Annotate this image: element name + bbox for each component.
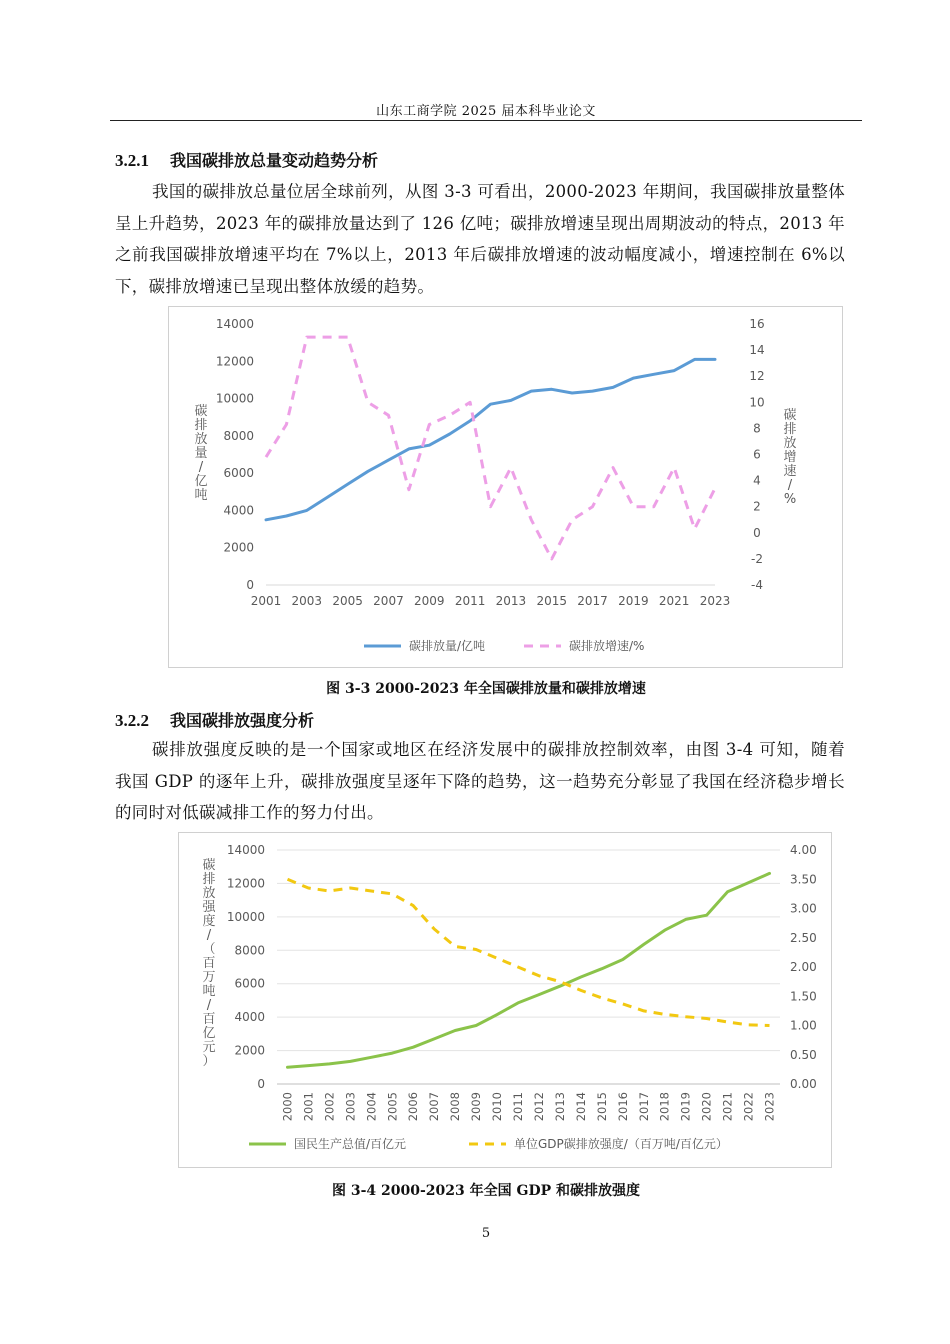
y-right-tick-label: 2.00 (790, 960, 817, 974)
x-tick-label: 2022 (741, 1092, 756, 1122)
x-tick-label: 2000 (280, 1092, 295, 1122)
x-tick-label: 2019 (618, 594, 649, 608)
series-emission-line (266, 359, 715, 519)
y-right-tick-label: 12 (749, 369, 765, 384)
y-right-tick-label: 6 (753, 447, 761, 462)
y-left-axis-title (202, 857, 216, 1069)
section-paragraph-3-2-2: 碳排放强度反映的是一个国家或地区在经济发展中的碳排放控制效率，由图 3-4 可知，随着我国 GDP 的逐年上升，碳排放强度呈逐年下降的趋势，这一趋势充分彰显了我国在经济稳步增长的同时对低碳减排工作的努力付出。 (115, 740, 845, 822)
x-tick-label: 2019 (678, 1092, 693, 1122)
section-title: 我国碳排放总量变动趋势分析 (170, 151, 379, 170)
x-tick-label: 2011 (454, 594, 486, 608)
y-left-axis-title-char: 亿 (194, 474, 208, 489)
y-left-tick-label: 14000 (226, 843, 265, 857)
x-tick-label: 2010 (490, 1092, 505, 1122)
y-left-tick-label: 14000 (215, 317, 254, 331)
y-right-tick-label: 8 (753, 421, 761, 436)
section-number: 3.2.1 (115, 151, 149, 170)
y-left-axis-title-char: 百 (202, 1012, 216, 1027)
y-right-tick-label: 2 (753, 499, 761, 514)
y-right-axis-title-char: % (783, 492, 797, 507)
y-right-tick-label: 0.50 (790, 1047, 817, 1062)
y-left-axis-title-char: / (206, 998, 212, 1013)
x-tick-label: 2014 (573, 1092, 588, 1122)
x-tick-label: 2015 (536, 594, 568, 608)
y-left-axis-title-char: 碳 (202, 858, 216, 873)
y-left-tick-label: 4000 (234, 1010, 265, 1025)
emission-chart (169, 307, 842, 667)
y-right-tick-label: 0.00 (790, 1077, 817, 1091)
section-paragraph-3-2-1: 我国的碳排放总量位居全球前列，从图 3-3 可看出，2000-2023 年期间，我国碳排放量整体呈上升趋势，2023 年的碳排放量达到了 126 亿吨；碳排放增速呈现出周期波动的特点，2013 年之前我国碳排放增速平均在 7%以上，2013 年后碳排放增速的波动幅度减小，增速控制在 6%以下，碳排放增速已呈现出整体放缓的趋势。 (115, 182, 845, 296)
y-right-tick-label: 2.50 (790, 930, 817, 945)
x-tick-label: 2008 (448, 1092, 463, 1122)
y-left-tick-label: 2000 (234, 1043, 265, 1058)
y-left-axis-title (194, 403, 207, 503)
y-left-tick-label: 8000 (223, 428, 254, 443)
y-left-axis-title-char: 吨 (194, 488, 208, 503)
legend-gdp-label: 国民生产总值/百亿元 (294, 1137, 407, 1151)
section-title: 我国碳排放强度分析 (170, 711, 315, 730)
y-right-axis-title-char: 碳 (783, 408, 797, 423)
x-tick-label: 2013 (495, 594, 527, 608)
y-right-axis-title-char: 放 (783, 436, 797, 451)
x-tick-label: 2002 (322, 1092, 337, 1122)
section-heading-3-2-1 (115, 148, 378, 171)
section-heading-3-2-2 (115, 708, 314, 731)
y-left-tick-label: 0 (246, 578, 254, 592)
y-left-axis-title-char: 万 (202, 970, 216, 985)
x-tick-label: 2006 (406, 1092, 421, 1122)
legend-intensity-label: 单位GDP碳排放强度/（百万吨/百亿元） (514, 1137, 728, 1151)
y-right-axis-title-char: 排 (783, 422, 797, 437)
x-tick-label: 2012 (531, 1092, 546, 1122)
x-tick-label: 2009 (413, 594, 445, 608)
y-left-axis-title-char: 排 (194, 418, 208, 433)
y-left-axis-title-char: 亿 (202, 1026, 216, 1041)
section-number: 3.2.2 (115, 711, 149, 730)
y-right-axis-title-char: 增 (783, 450, 797, 465)
y-left-tick-label: 10000 (226, 909, 265, 924)
x-tick-label: 2005 (385, 1092, 400, 1122)
header-rule (110, 120, 862, 121)
x-tick-label: 2001 (301, 1092, 316, 1122)
y-left-axis-title-char: 元 (202, 1040, 216, 1055)
x-tick-label: 2001 (250, 594, 282, 608)
y-right-tick-label: 16 (749, 317, 765, 331)
x-tick-label: 2007 (427, 1092, 442, 1122)
x-tick-label: 2020 (699, 1092, 714, 1122)
y-left-axis-title-char: 强 (202, 900, 216, 915)
y-left-axis-title-char: 排 (202, 872, 216, 887)
y-left-axis-title-char: 量 (194, 446, 208, 461)
x-tick-label: 2015 (594, 1092, 609, 1122)
x-tick-label: 2003 (291, 594, 323, 608)
x-tick-label: 2013 (552, 1092, 567, 1122)
y-left-tick-label: 0 (257, 1077, 265, 1091)
y-right-tick-label: 10 (749, 395, 765, 410)
x-tick-label: 2023 (699, 594, 731, 608)
y-left-tick-label: 12000 (226, 876, 265, 891)
y-left-tick-label: 8000 (234, 943, 265, 958)
x-tick-label: 2009 (469, 1092, 484, 1122)
y-right-tick-label: -4 (751, 578, 763, 592)
legend-growth-label: 碳排放增速/% (569, 639, 645, 653)
y-right-tick-label: 3.00 (790, 901, 817, 916)
y-right-tick-label: 3.50 (790, 872, 817, 887)
x-tick-label: 2017 (636, 1092, 651, 1122)
figure-3-3-frame (168, 306, 843, 668)
figure-3-3-caption: 图 3-3 2000-2023 年全国碳排放量和碳排放增速 (326, 681, 646, 697)
y-left-tick-label: 10000 (215, 391, 254, 406)
series-gdp-line (288, 873, 770, 1067)
y-left-axis-title-char: （ (202, 942, 216, 957)
x-tick-label: 2003 (343, 1092, 358, 1122)
y-left-axis-title-char: 百 (202, 956, 216, 971)
gdp-intensity-chart (179, 833, 831, 1167)
y-left-axis-title-char: 度 (202, 914, 216, 929)
x-tick-label: 2021 (658, 594, 690, 608)
y-right-axis-title-char: / (787, 478, 793, 493)
x-tick-label: 2004 (364, 1092, 379, 1122)
x-tick-label: 2017 (577, 594, 608, 608)
x-tick-label: 2007 (373, 594, 404, 608)
y-right-tick-label: -2 (751, 551, 763, 566)
x-tick-label: 2021 (720, 1092, 735, 1122)
series-intensity-line (288, 879, 770, 1025)
x-tick-label: 2016 (615, 1092, 630, 1122)
y-left-tick-label: 12000 (215, 354, 254, 369)
legend-emission-label: 碳排放量/亿吨 (409, 639, 486, 653)
y-left-axis-title-char: 吨 (202, 984, 216, 999)
figure-3-4-frame (178, 832, 832, 1168)
y-right-tick-label: 4.00 (790, 843, 817, 857)
figure-3-4-caption: 图 3-4 2000-2023 年全国 GDP 和碳排放强度 (331, 1183, 641, 1199)
y-left-tick-label: 2000 (223, 540, 254, 555)
y-right-tick-label: 0 (753, 525, 761, 540)
y-right-tick-label: 1.00 (790, 1018, 817, 1033)
y-left-tick-label: 6000 (223, 466, 254, 481)
y-left-tick-label: 4000 (223, 503, 254, 518)
y-right-tick-label: 14 (749, 343, 765, 358)
y-right-tick-label: 1.50 (790, 989, 817, 1004)
page-number: 5 (481, 1226, 491, 1241)
x-tick-label: 2018 (657, 1092, 672, 1122)
y-left-axis-title-char: / (206, 928, 212, 943)
y-left-axis-title-char: / (198, 460, 204, 475)
page-header: 山东工商学院 2025 届本科毕业论文 (376, 104, 596, 119)
x-tick-label: 2011 (511, 1092, 526, 1122)
series-growth-line (266, 337, 715, 559)
x-tick-label: 2005 (332, 594, 363, 608)
y-left-axis-title-char: 碳 (194, 404, 208, 419)
y-left-axis-title-char: 放 (202, 886, 216, 901)
y-right-axis-title-char: 速 (783, 464, 797, 479)
y-left-tick-label: 6000 (234, 976, 265, 991)
y-left-axis-title-char: ） (202, 1054, 216, 1069)
y-left-axis-title-char: 放 (194, 432, 208, 447)
x-tick-label: 2023 (762, 1092, 777, 1122)
y-right-axis-title (783, 407, 796, 507)
y-right-tick-label: 4 (753, 473, 761, 488)
